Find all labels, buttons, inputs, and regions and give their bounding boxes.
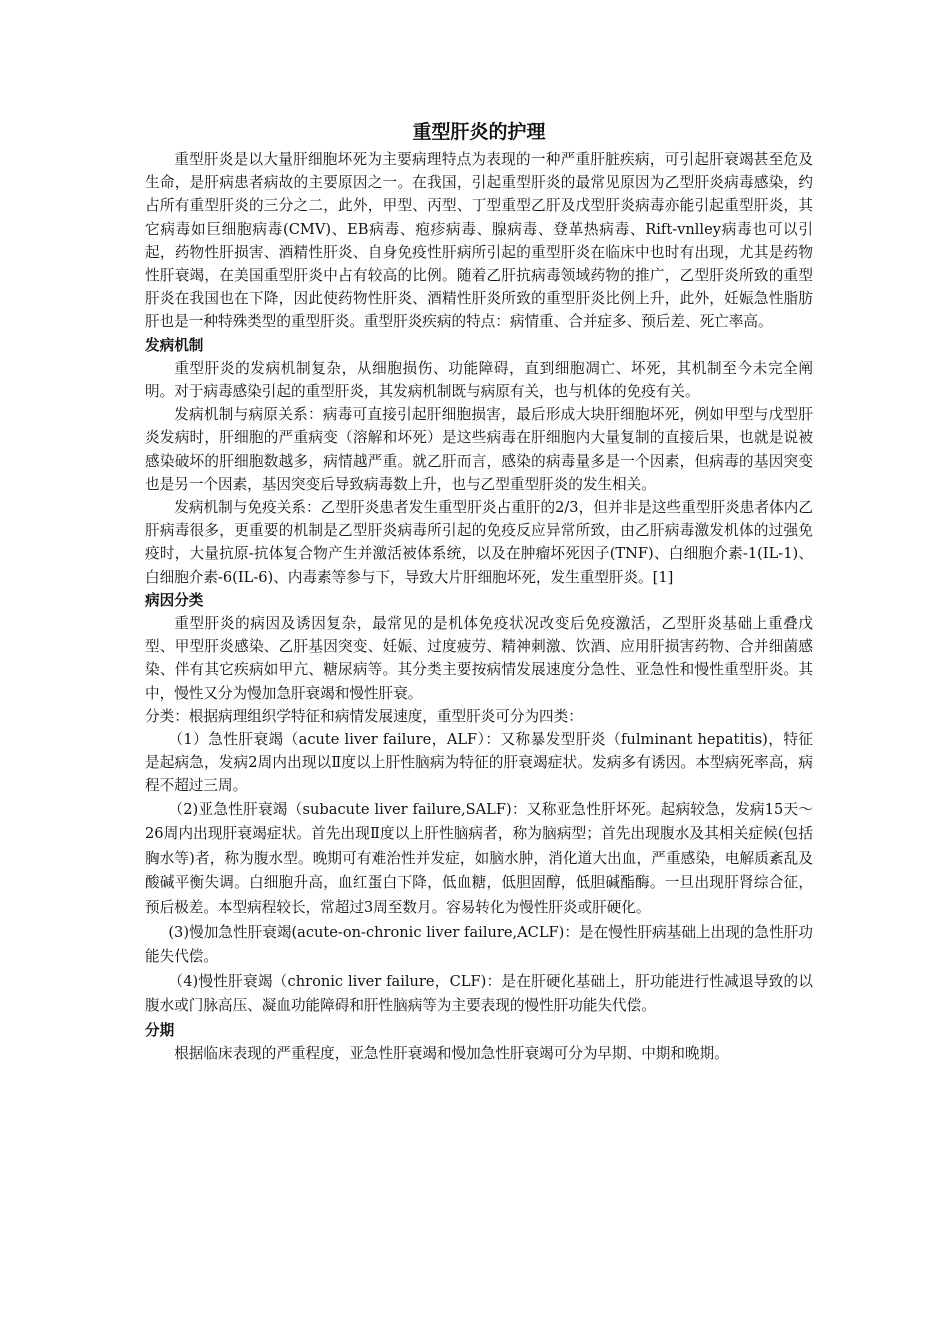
intro-paragraph: 重型肝炎是以大量肝细胞坏死为主要病理特点为表现的一种严重肝脏疾病，可引起肝衰竭甚至危及生命，是肝病患者病故的主要原因之一。在我国，引起重型肝炎的最常见原因为乙型肝炎病毒感染，约占所有重型肝炎的三分之二，此外，甲型、丙型、丁型重型乙肝及戊型肝炎病毒亦能引起重型肝炎，其它病毒如巨细胞病毒(CMV)、EB病毒、疱疹病毒、腺病毒、登革热病毒、Rift-vnlley病毒也可以引起，药物性肝损害、酒精性肝炎、自身免疫性肝病所引起的重型肝炎在临床中也时有出现，尤其是药物性肝衰竭，在美国重型肝炎中占有较高的比例。随着乙肝抗病毒领域药物的推广，乙型肝炎所致的重型肝炎在我国也在下降，因此使药物性肝炎、酒精性肝炎所致的重型肝炎比例上升，此外，妊娠急性脂肪肝也是一种特殊类型的重型肝炎。重型肝炎疾病的特点：病情重、合并症多、预后差、死亡率高。 (145, 151, 813, 331)
classification-item-2: （2)亚急性肝衰竭（subacute liver failure,SALF)：又称亚急性肝坏死。起病较急，发病15天～26周内出现肝衰竭症状。首先出现Ⅱ度以上肝性脑病者，称为脑病型；首先出现腹水及其相关症候(包括胸水等)者，称为腹水型。晚期可有难治性并发症，如脑水肿，消化道大出血，严重感染，电解质紊乱及酸碱平衡失调。白细胞升高，血红蛋白下降，低血糖，低胆固醇，低胆碱酯酶。一旦出现肝肾综合征，预后极差。本型病程较长，常超过3周至数月。容易转化为慢性肝炎或肝硬化。 (145, 800, 813, 917)
classification-intro: 分类：根据病理组织学特征和病情发展速度，重型肝炎可分为四类： (145, 707, 583, 725)
section-heading-pathogenesis: 发病机制 (145, 336, 204, 354)
classification-item-1: （1）急性肝衰竭（acute liver failure，ALF）：又称暴发型肝炎（fulminant hepatitis)，特征是起病急，发病2周内出现以Ⅱ度以上肝性脑病为特征的肝衰竭症状。发病多有诱因。本型病死率高，病程不超过三周。 (145, 731, 813, 795)
pathogenesis-paragraph-3: 发病机制与免疫关系：乙型肝炎患者发生重型肝炎占重肝的2/3，但并非是这些重型肝炎患者体内乙肝病毒很多，更重要的机制是乙型肝炎病毒所引起的免疫反应异常所致，由乙肝病毒激发机体的过强免疫时，大量抗原-抗体复合物产生并激活被体系统，以及在肿瘤坏死因子(TNF)、白细胞介素-1(IL-1)、白细胞介素-6(IL-6)、内毒素等参与下，导致大片肝细胞坏死，发生重型肝炎。[1] (145, 499, 813, 586)
document-title: 重型肝炎的护理 (412, 121, 546, 143)
pathogenesis-paragraph-1: 重型肝炎的发病机制复杂，从细胞损伤、功能障碍，直到细胞凋亡、坏死，其机制至今未完全阐明。对于病毒感染引起的重型肝炎，其发病机制既与病原有关，也与机体的免疫有关。 (145, 359, 813, 401)
classification-item-3: (3)慢加急性肝衰竭(acute-on-chronic liver failure,ACLF)：是在慢性肝病基础上出现的急性肝功能失代偿。 (145, 923, 813, 966)
classification-item-4: （4)慢性肝衰竭（chronic liver failure，CLF)：是在肝硬化基础上，肝功能进行性减退导致的以腹水或门脉高压、凝血功能障碍和肝性脑病等为主要表现的慢性肝功能失代偿。 (145, 972, 813, 1015)
document-page (145, 118, 813, 1065)
section-heading-etiology: 病因分类 (145, 591, 204, 609)
etiology-paragraph-1: 重型肝炎的病因及诱因复杂，最常见的是机体免疫状况改变后免疫激活，乙型肝炎基础上重叠戊型、甲型肝炎感染、乙肝基因突变、妊娠、过度疲劳、精神刺激、饮酒、应用肝损害药物、合并细菌感染、伴有其它疾病如甲亢、糖尿病等。其分类主要按病情发展速度分急性、亚急性和慢性重型肝炎。其中，慢性又分为慢加急肝衰竭和慢性肝衰。 (145, 615, 813, 702)
section-heading-staging: 分期 (145, 1022, 175, 1040)
staging-paragraph: 根据临床表现的严重程度，亚急性肝衰竭和慢加急性肝衰竭可分为早期、中期和晚期。 (174, 1045, 729, 1063)
pathogenesis-paragraph-2: 发病机制与病原关系：病毒可直接引起肝细胞损害，最后形成大块肝细胞坏死，例如甲型与戊型肝炎发病时，肝细胞的严重病变（溶解和坏死）是这些病毒在肝细胞内大量复制的直接后果，也就是说被感染破坏的肝细胞数越多，病情越严重。就乙肝而言，感染的病毒量多是一个因素，但病毒的基因突变也是另一个因素，基因突变后导致病毒数上升，也与乙型重型肝炎的发生相关。 (145, 406, 813, 493)
